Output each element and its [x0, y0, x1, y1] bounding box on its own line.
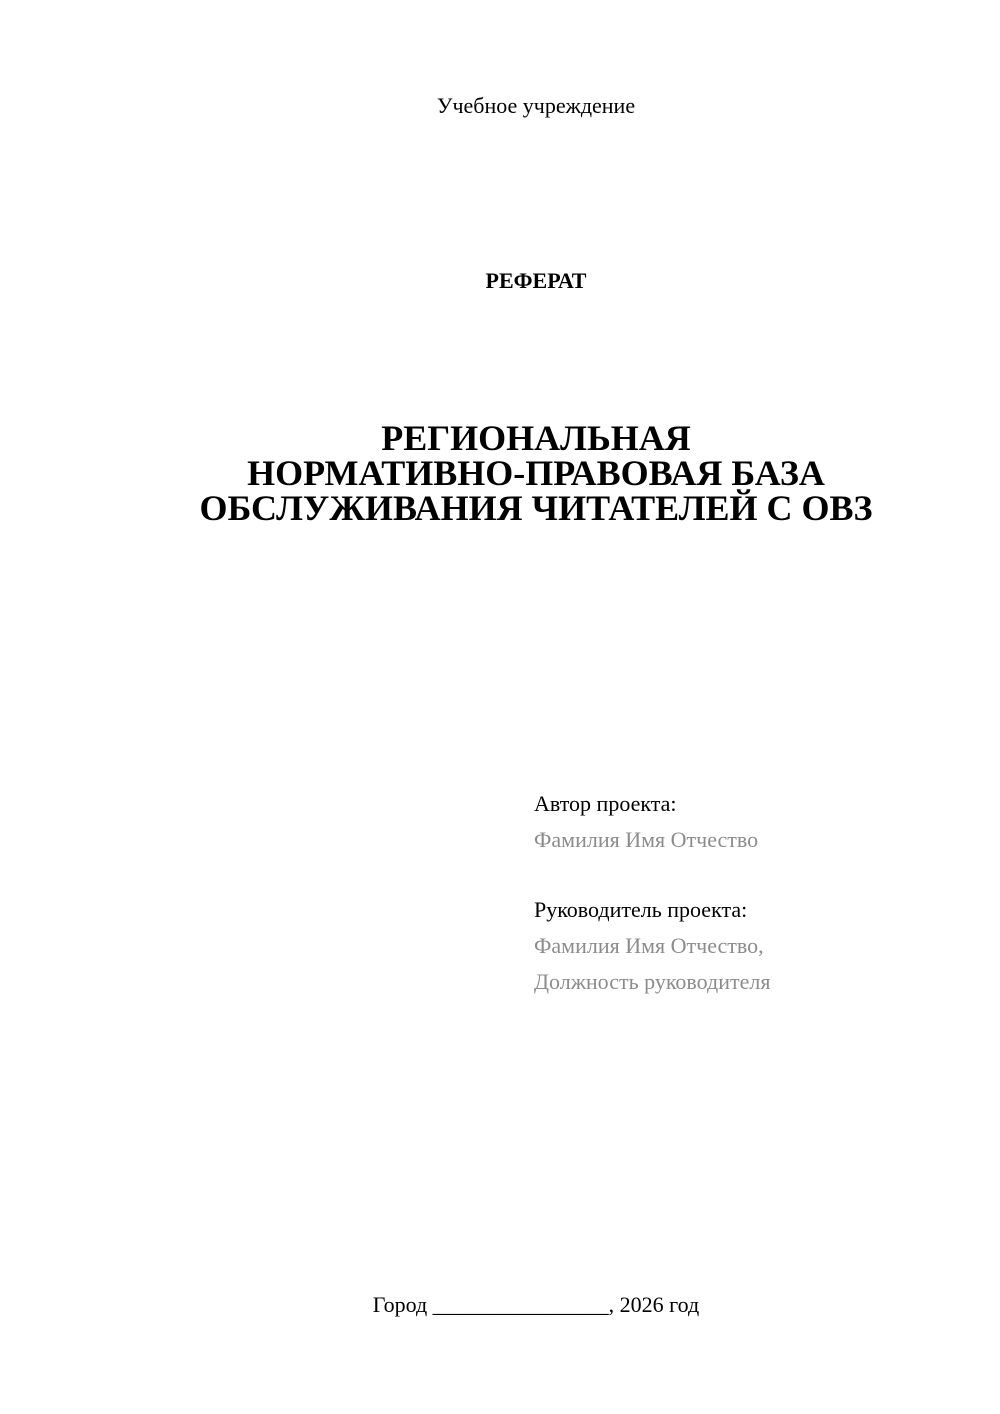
institution-name: Учебное учреждение — [436, 93, 636, 118]
supervisor-position: Должность руководителя — [534, 969, 771, 994]
title-line: ОБСЛУЖИВАНИЯ ЧИТАТЕЛЕЙ С ОВЗ — [199, 488, 873, 528]
author-name: Фамилия Имя Отчество — [534, 827, 759, 852]
author-label: Автор проекта: — [534, 791, 677, 816]
document-title — [0, 418, 1000, 528]
supervisor-block — [534, 892, 954, 1000]
city-year-line: Город ________________, 2026 год — [372, 1292, 700, 1317]
title-line: НОРМАТИВНО-ПРАВОВАЯ БАЗА — [247, 453, 825, 493]
author-block — [534, 786, 954, 858]
title-line: РЕГИОНАЛЬНАЯ — [381, 418, 691, 458]
supervisor-label: Руководитель проекта: — [534, 897, 748, 922]
supervisor-name: Фамилия Имя Отчество, — [534, 933, 764, 958]
document-type: РЕФЕРАТ — [485, 268, 587, 293]
